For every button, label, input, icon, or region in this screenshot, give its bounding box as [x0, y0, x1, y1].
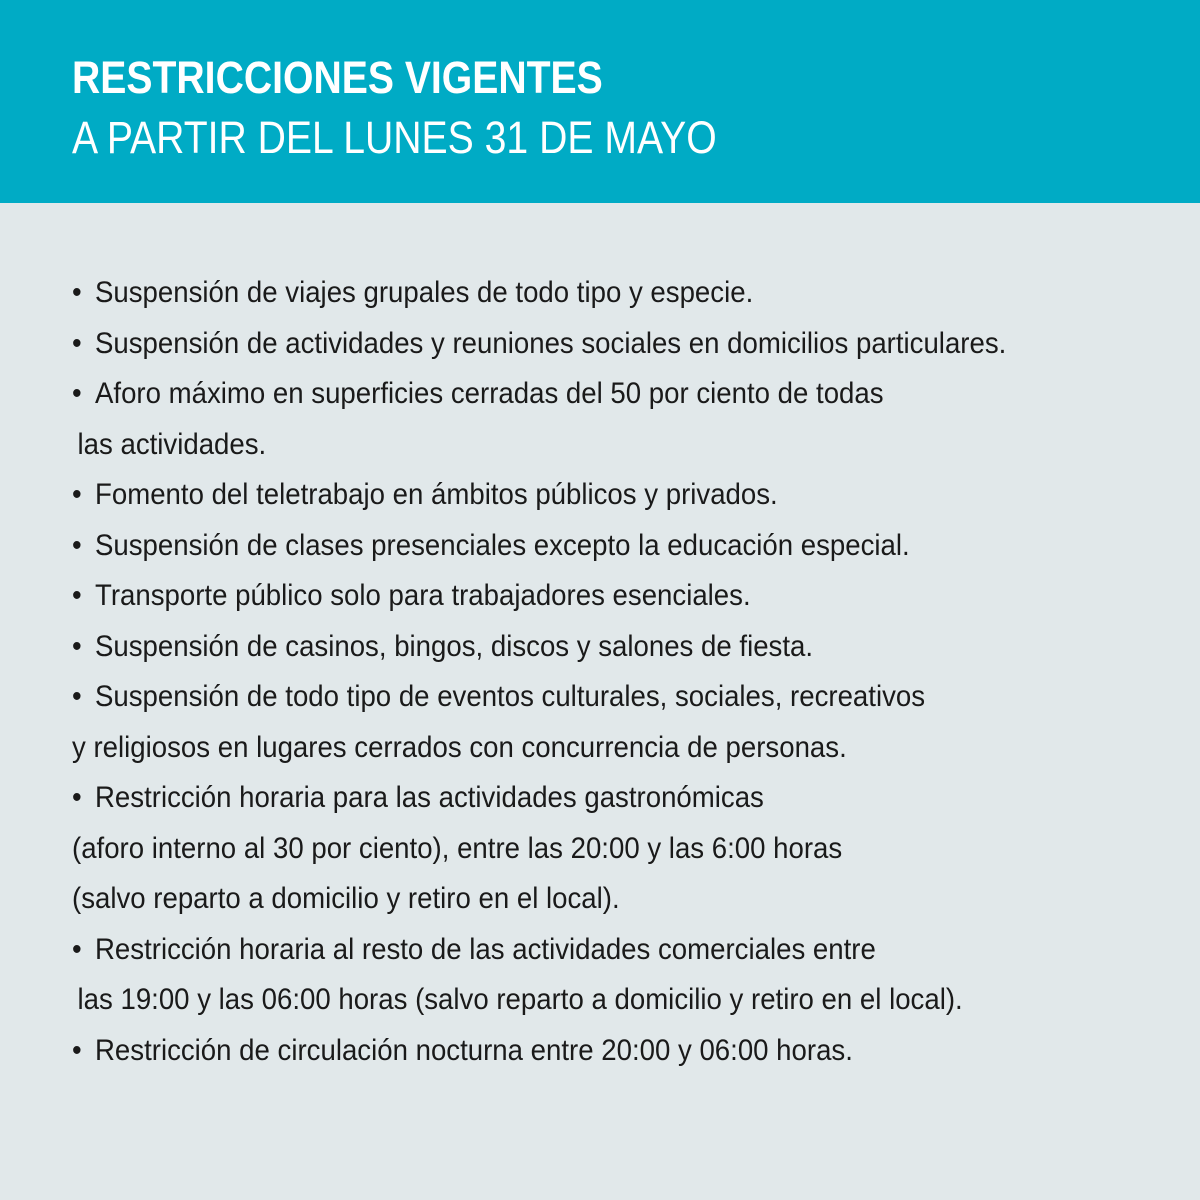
list-item-continuation — [72, 824, 1093, 875]
bullet: • — [72, 579, 82, 612]
list-item-text: Restricción horaria al resto de las actividades comerciales entre — [95, 932, 876, 966]
list-item-text: Fomento del teletrabajo en ámbitos públicos y privados. — [95, 478, 778, 511]
bullet: • — [72, 680, 82, 713]
bullet: • — [72, 276, 82, 309]
list-item — [72, 319, 1093, 370]
list-item — [72, 1026, 1093, 1077]
list-item — [72, 672, 1093, 723]
page-title: RESTRICCIONES VIGENTES — [72, 52, 603, 103]
list-item — [72, 773, 1093, 824]
list-item-text: Transporte público solo para trabajadores esenciales. — [95, 579, 751, 612]
list-item-text: Suspensión de casinos, bingos, discos y salones de fiesta. — [95, 629, 814, 663]
bullet: • — [72, 629, 82, 663]
list-item — [72, 268, 1093, 319]
list-item-text: (aforo interno al 30 por ciento), entre las 20:00 y las 6:00 horas — [72, 831, 843, 865]
list-item-text: Suspensión de todo tipo de eventos culturales, sociales, recreativos — [95, 680, 926, 713]
list-item-text: Restricción horaria para las actividades gastronómicas — [95, 781, 764, 814]
list-item-text: (salvo reparto a domicilio y retiro en el local). — [72, 882, 620, 915]
list-item-text: Suspensión de actividades y reuniones sociales en domicilios particulares. — [95, 326, 1007, 360]
list-item-text: Suspensión de clases presenciales excepto la educación especial. — [95, 528, 910, 562]
page-subtitle: A PARTIR DEL LUNES 31 DE MAYO — [72, 112, 717, 163]
list-item-continuation — [72, 420, 1093, 471]
list-item-text: y religiosos en lugares cerrados con concurrencia de personas. — [72, 730, 847, 764]
bullet: • — [72, 1033, 82, 1067]
list-item — [72, 571, 1093, 622]
list-item — [72, 369, 1093, 420]
list-item — [72, 521, 1093, 572]
bullet: • — [72, 326, 82, 360]
bullet: • — [72, 932, 82, 966]
list-item-text: Suspensión de viajes grupales de todo tipo y especie. — [95, 276, 754, 309]
list-item-text: Aforo máximo en superficies cerradas del 50 por ciento de todas — [95, 377, 884, 410]
restrictions-list — [72, 268, 1182, 1076]
list-item — [72, 622, 1093, 673]
list-item-text: las 19:00 y las 06:00 horas (salvo reparto a domicilio y retiro en el local). — [77, 983, 963, 1016]
list-item — [72, 470, 1093, 521]
list-item-text: Restricción de circulación nocturna entre 20:00 y 06:00 horas. — [95, 1033, 853, 1067]
bullet: • — [72, 377, 82, 410]
list-item-text: las actividades. — [77, 427, 267, 461]
bullet: • — [72, 781, 82, 814]
bullet: • — [72, 478, 82, 511]
list-item-continuation — [72, 723, 1093, 774]
list-item-continuation — [72, 874, 1093, 925]
bullet: • — [72, 528, 82, 562]
header-banner — [0, 0, 1200, 203]
list-item — [72, 925, 1093, 976]
list-item-continuation — [72, 975, 1093, 1026]
